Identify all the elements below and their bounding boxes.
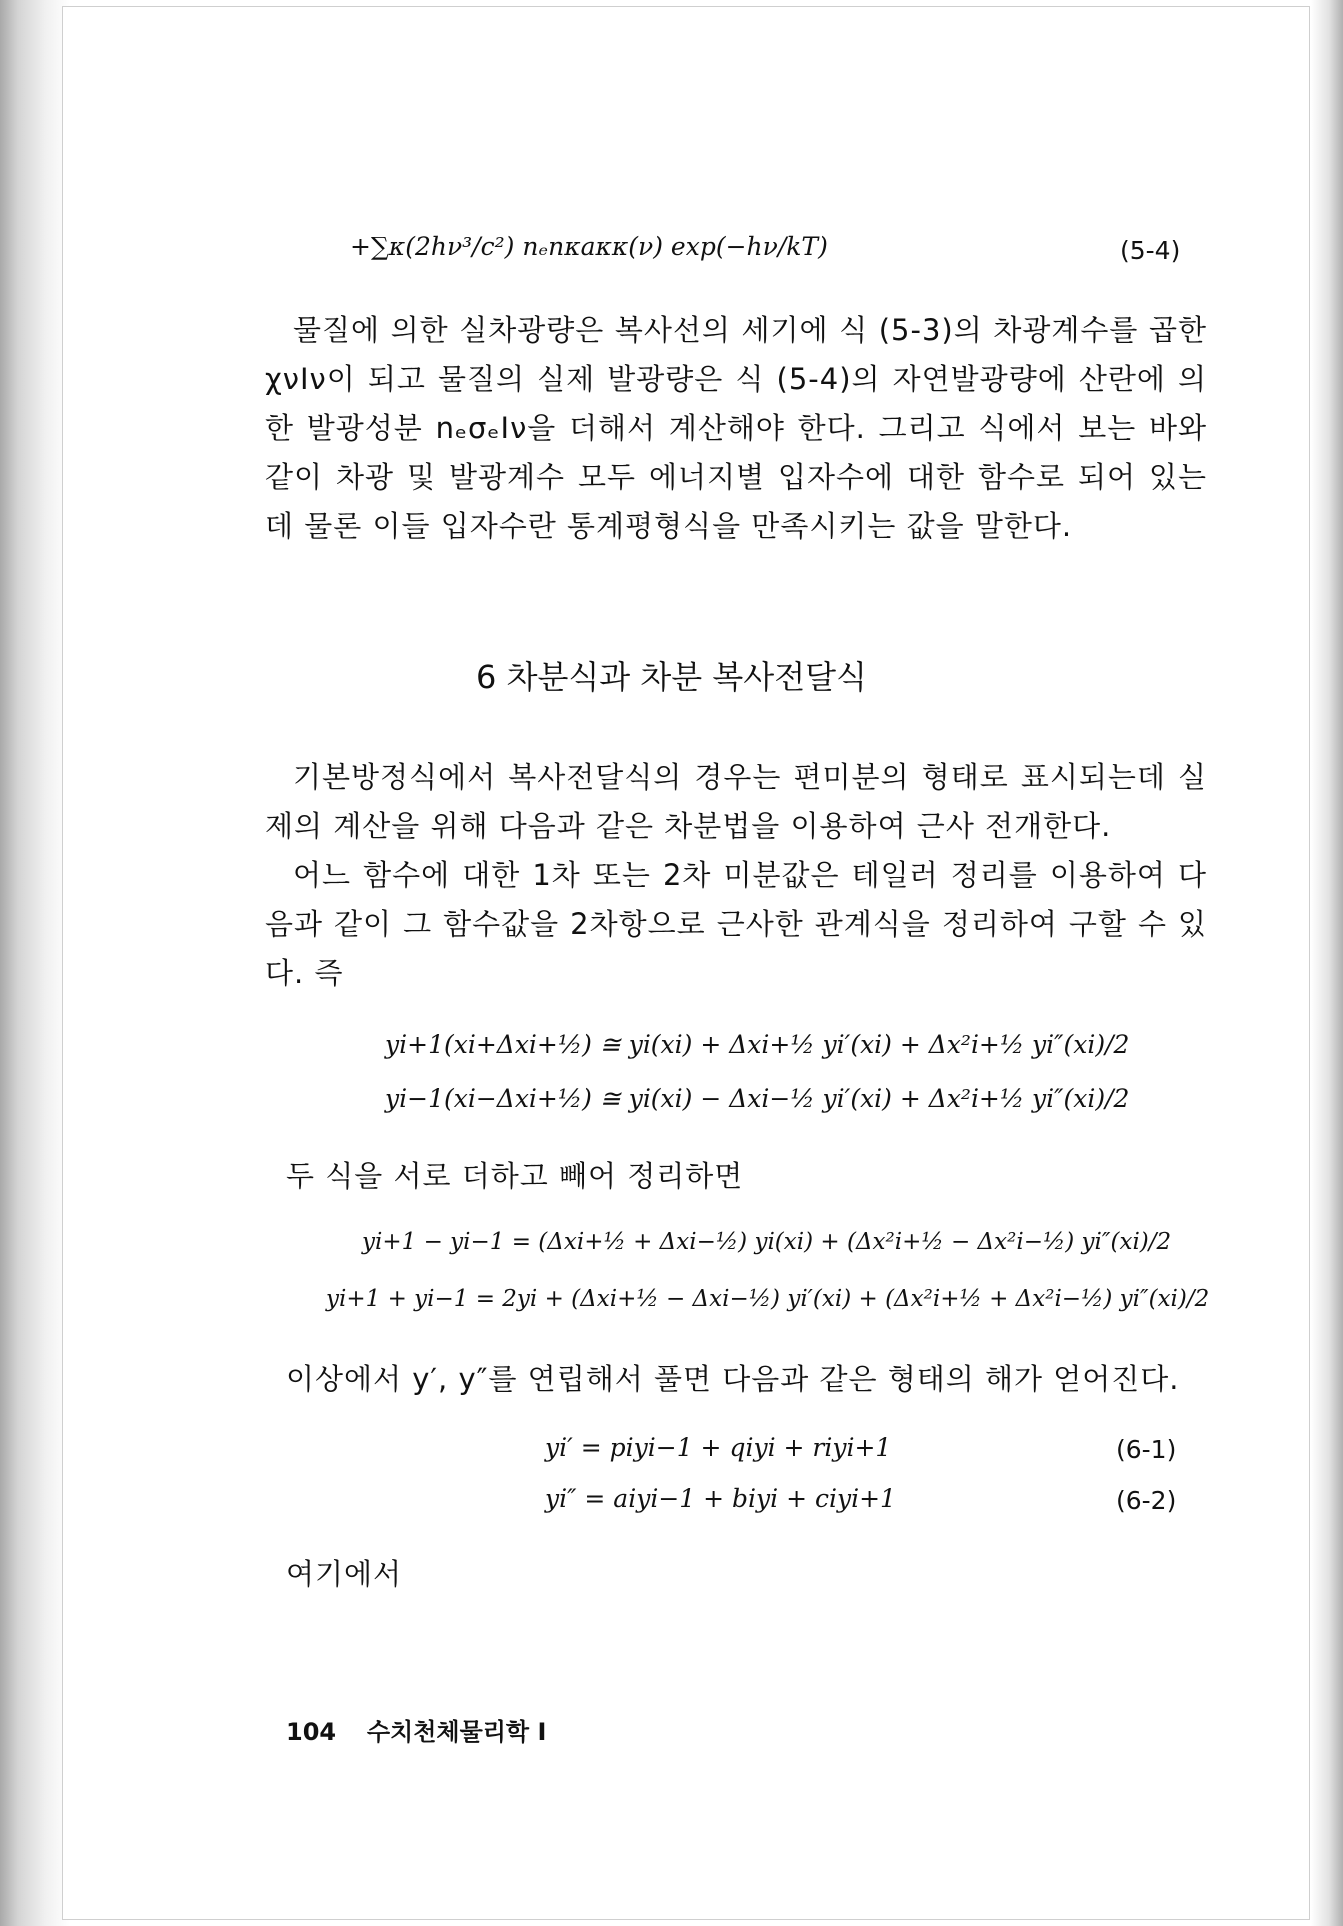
page-number: 104 bbox=[286, 1718, 337, 1746]
section-heading: 6 차분식과 차분 복사전달식 bbox=[476, 658, 867, 696]
right-edge-shadow bbox=[1311, 0, 1343, 1926]
page-footer bbox=[286, 1712, 546, 1747]
solution-equation-6-2: yi″ = aiyi−1 + biyi + ciyi+1 bbox=[545, 1484, 896, 1513]
equation-5-4 bbox=[350, 232, 828, 261]
left-edge-shadow bbox=[0, 0, 70, 1926]
paragraph-2: 기본방정식에서 복사전달식의 경우는 편미분의 형태로 표시되는데 실제의 계산을 위해 다음과 같은 차분법을 이용하여 근사 전개한다. bbox=[265, 760, 1207, 843]
paragraph-6: 여기에서 bbox=[286, 1557, 403, 1591]
equation-6-1-number: (6-1) bbox=[1116, 1435, 1177, 1464]
book-title: 수치천체물리학 I bbox=[366, 1718, 547, 1746]
paragraph-3: 어느 함수에 대한 1차 또는 2차 미분값은 테일러 정리를 이용하여 다음과 같이 그 함수값을 2차항으로 근사한 관계식을 정리하여 구할 수 있다. 즉 bbox=[265, 858, 1207, 990]
equation-5-4-text: +∑κ(2hν³/c²) nₑnκaκκ(ν) exp(−hν/kT) bbox=[350, 232, 828, 261]
taylor-equation-1: yi+1(xi+Δxi+½) ≅ yi(xi) + Δxi+½ yi′(xi) + Δx²i+½ yi″(xi)/2 bbox=[385, 1030, 1130, 1059]
equation-5-4-number: (5-4) bbox=[1120, 236, 1181, 265]
taylor-equation-2: yi−1(xi−Δxi+½) ≅ yi(xi) − Δxi−½ yi′(xi) + Δx²i+½ yi″(xi)/2 bbox=[385, 1084, 1130, 1113]
paragraph-1: 물질에 의한 실차광량은 복사선의 세기에 식 (5-3)의 차광계수를 곱한 χνIν이 되고 물질의 실제 발광량은 식 (5-4)의 자연발광량에 산란에 의한 발광성분 nₑσₑIν을 더해서 계산해야 한다. 그리고 식에서 보는 바와 같이 차광 및 발광계수 모두 에너지별 입자수에 대한 함수로 되어 있는데 물론 이들 입자수란 통계평형식을 만족시키는 값을 말한다. bbox=[265, 313, 1207, 543]
combined-equation-1: yi+1 − yi−1 = (Δxi+½ + Δxi−½) yi(xi) + (Δx²i+½ − Δx²i−½) yi″(xi)/2 bbox=[362, 1229, 1172, 1255]
equation-6-2-number: (6-2) bbox=[1116, 1486, 1177, 1515]
paragraph-5: 이상에서 y′, y″를 연립해서 풀면 다음과 같은 형태의 해가 얻어진다. bbox=[286, 1362, 1180, 1396]
combined-equation-2: yi+1 + yi−1 = 2yi + (Δxi+½ − Δxi−½) yi′(xi) + (Δx²i+½ + Δx²i−½) yi″(xi)/2 bbox=[326, 1286, 1210, 1312]
solution-equation-6-1: yi′ = piyi−1 + qiyi + riyi+1 bbox=[545, 1433, 892, 1462]
paragraph-4: 두 식을 서로 더하고 빼어 정리하면 bbox=[286, 1159, 744, 1193]
